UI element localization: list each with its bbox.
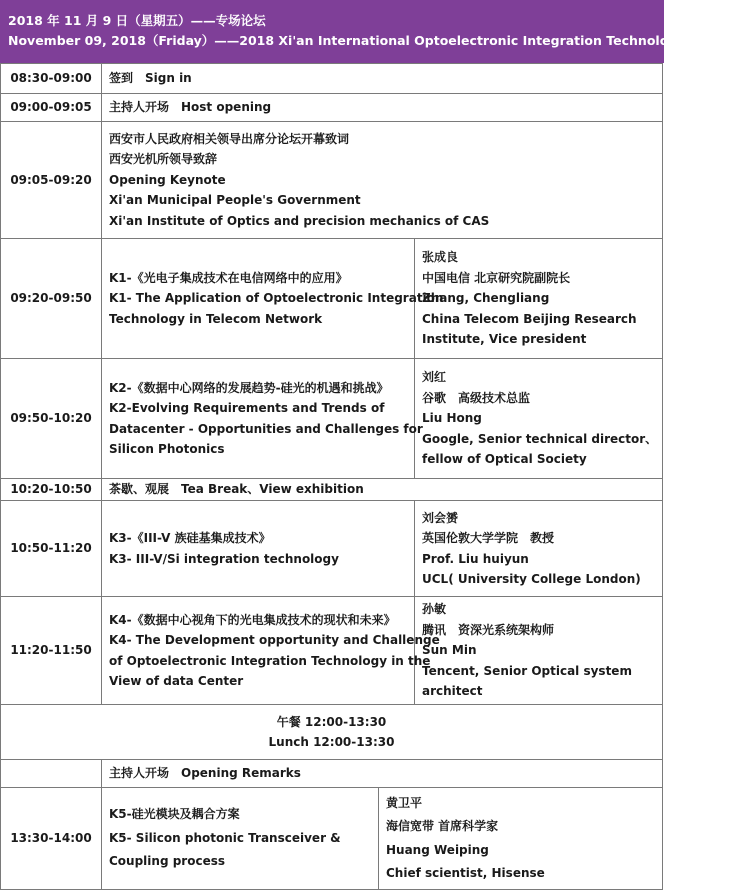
- session-cell: 主持人开场 Host opening: [102, 94, 663, 122]
- talk-title-line: K5- Silicon photonic Transceiver &: [109, 830, 341, 845]
- forum-header: [0, 0, 734, 63]
- schedule-row-k3: [1, 501, 663, 597]
- speaker-line: Huang Weiping: [386, 842, 489, 857]
- talk-title-line: Coupling process: [109, 854, 226, 869]
- session-cell: 茶歇、观展 Tea Break、View exhibition: [102, 479, 663, 501]
- schedule-row-k2: [1, 359, 663, 479]
- lunch-cell: [1, 705, 663, 760]
- talk-title-line: K1-《光电子集成技术在电信网络中的应用》: [109, 270, 348, 285]
- talk-title-line: K4- The Development opportunity and Challenge: [109, 633, 440, 647]
- speaker-line: China Telecom Beijing Research: [422, 311, 637, 326]
- speaker-cell: [379, 788, 663, 890]
- session-line: Opening Keynote: [109, 172, 226, 187]
- time-cell: 13:30-14:00: [1, 788, 102, 890]
- talk-title-line: Technology in Telecom Network: [109, 311, 323, 326]
- talk-title-line: Datacenter - Opportunities and Challenges for: [109, 421, 423, 436]
- session-cell: 签到 Sign in: [102, 64, 663, 94]
- schedule-row-k1: [1, 239, 663, 359]
- session-line: 西安光机所领导致辞: [109, 152, 218, 167]
- speaker-line: 腾讯 资深光系统架构师: [422, 622, 555, 637]
- speaker-line: 刘会赟: [422, 510, 459, 525]
- speaker-line: Chief scientist, Hisense: [386, 866, 545, 880]
- speaker-cell: [415, 239, 663, 359]
- speaker-line: UCL( University College London): [422, 572, 641, 586]
- session-line: 西安市人民政府相关领导出席分论坛开幕致词: [109, 131, 350, 146]
- speaker-line: 刘红: [422, 370, 447, 385]
- speaker-line: 中国电信 北京研究院副院长: [422, 270, 571, 285]
- speaker-line: Liu Hong: [422, 411, 482, 426]
- time-cell: 09:00-09:05: [1, 94, 102, 122]
- speaker-cell: [415, 359, 663, 479]
- time-cell: 10:50-11:20: [1, 501, 102, 597]
- speaker-line: 张成良: [422, 250, 459, 265]
- speaker-line: Prof. Liu huiyun: [422, 551, 529, 566]
- schedule-row-k4: [1, 597, 663, 705]
- lunch-line: Lunch 12:00-13:30: [268, 735, 395, 749]
- speaker-line: fellow of Optical Society: [422, 452, 587, 467]
- speaker-line: Tencent, Senior Optical system: [422, 663, 632, 678]
- talk-title-line: Silicon Photonics: [109, 442, 225, 456]
- talk-cell: [102, 501, 415, 597]
- session-line: Xi'an Municipal People's Government: [109, 193, 361, 208]
- time-cell: 10:20-10:50: [1, 479, 102, 501]
- talk-cell: [102, 359, 423, 479]
- schedule-row-host-opening: [1, 94, 663, 122]
- speaker-line: 孙敏: [422, 602, 447, 617]
- talk-title-line: K4-《数据中心视角下的光电集成技术的现状和未来》: [109, 612, 396, 627]
- talk-title-line: K3- III-V/Si integration technology: [109, 551, 339, 566]
- talk-title-line: K3-《III-V 族硅基集成技术》: [109, 531, 271, 545]
- speaker-cell: [415, 597, 663, 705]
- speaker-line: architect: [422, 684, 483, 699]
- talk-title-line: K5-硅光模块及耦合方案: [109, 807, 240, 822]
- schedule-table: [0, 63, 663, 890]
- time-cell: 08:30-09:00: [1, 64, 102, 94]
- session-line: Xi'an Institute of Optics and precision mechanics of CAS: [109, 213, 490, 228]
- talk-title-line: K2-《数据中心网络的发展趋势-硅光的机遇和挑战》: [109, 380, 389, 395]
- schedule-row-opening-keynote: [1, 122, 663, 239]
- session-cell: [102, 122, 663, 239]
- speaker-line: 英国伦敦大学学院 教授: [422, 531, 555, 545]
- speaker-line: 谷歌 高级技术总监: [422, 390, 531, 405]
- session-cell: 主持人开场 Opening Remarks: [102, 760, 663, 788]
- talk-title-line: K2-Evolving Requirements and Trends of: [109, 401, 385, 415]
- lunch-line: 午餐 12:00-13:30: [276, 714, 387, 729]
- talk-cell: [102, 788, 379, 890]
- header-date-title: 2018 年 11 月 9 日（星期五）——专场论坛: [8, 13, 266, 28]
- schedule-row-opening-remarks: [1, 760, 663, 788]
- speaker-line: Sun Min: [422, 643, 477, 658]
- speaker-line: Google, Senior technical director、: [422, 431, 658, 446]
- time-cell: 11:20-11:50: [1, 597, 102, 705]
- speaker-cell: [415, 501, 663, 597]
- schedule-row-k5: [1, 788, 663, 890]
- speaker-line: Zhang, Chengliang: [422, 291, 550, 306]
- time-cell: 09:05-09:20: [1, 122, 102, 239]
- time-cell: 09:20-09:50: [1, 239, 102, 359]
- talk-title-line: K1- The Application of Optoelectronic Integration: [109, 291, 444, 306]
- speaker-line: Institute, Vice president: [422, 332, 587, 347]
- schedule-row-lunch: [1, 705, 663, 760]
- schedule-row-tea-break: [1, 479, 663, 501]
- schedule-row-signin: [1, 64, 663, 94]
- time-cell: 09:50-10:20: [1, 359, 102, 479]
- speaker-line: 海信宽带 首席科学家: [386, 819, 499, 833]
- header-forum-title: November 09, 2018（Friday）——2018 Xi'an International Optoelectronic Integration Technology Forum: [8, 33, 734, 48]
- talk-title-line: View of data Center: [109, 674, 244, 688]
- speaker-line: 黄卫平: [386, 795, 423, 810]
- talk-title-line: of Optoelectronic Integration Technology in the: [109, 653, 431, 668]
- time-cell: [1, 760, 102, 788]
